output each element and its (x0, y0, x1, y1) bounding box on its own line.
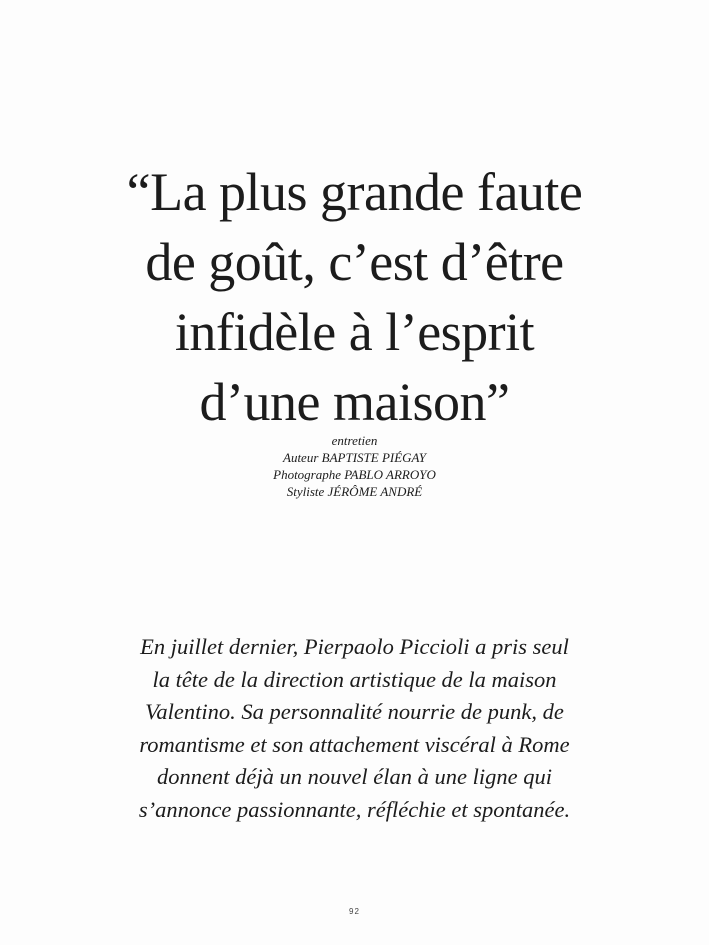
author-credit (0, 449, 709, 466)
stylist-role: Styliste (286, 484, 325, 499)
headline-line: “La plus grande faute (126, 162, 583, 222)
headline-line: d’une maison” (199, 372, 510, 432)
author-name: BAPTISTE PIÉGAY (321, 450, 426, 465)
section-label: entretien (331, 433, 378, 448)
intro-line: romantisme et son attachement viscéral à Rome (139, 731, 570, 757)
headline-line: de goût, c’est d’être (145, 232, 564, 292)
author-role: Auteur (283, 450, 319, 465)
photographer-name: PABLO ARROYO (344, 467, 436, 482)
intro-line: la tête de la direction artistique de la maison (152, 666, 557, 692)
photographer-role: Photographe (273, 467, 342, 482)
page-number: 92 (349, 907, 360, 916)
photographer-credit (0, 466, 709, 483)
stylist-name: JÉRÔME ANDRÉ (327, 484, 423, 499)
headline-quote (0, 157, 709, 437)
stylist-credit (0, 483, 709, 500)
credits-block (0, 432, 709, 500)
headline-line: infidèle à l’esprit (174, 302, 535, 362)
intro-line: En juillet dernier, Pierpaolo Piccioli a pris seul (140, 634, 569, 659)
intro-paragraph (0, 631, 709, 826)
intro-line: s’annonce passionnante, réfléchie et spontanée. (138, 796, 571, 822)
intro-line: Valentino. Sa personnalité nourrie de punk, de (145, 699, 564, 724)
intro-line: donnent déjà un nouvel élan à une ligne qui (157, 764, 552, 789)
